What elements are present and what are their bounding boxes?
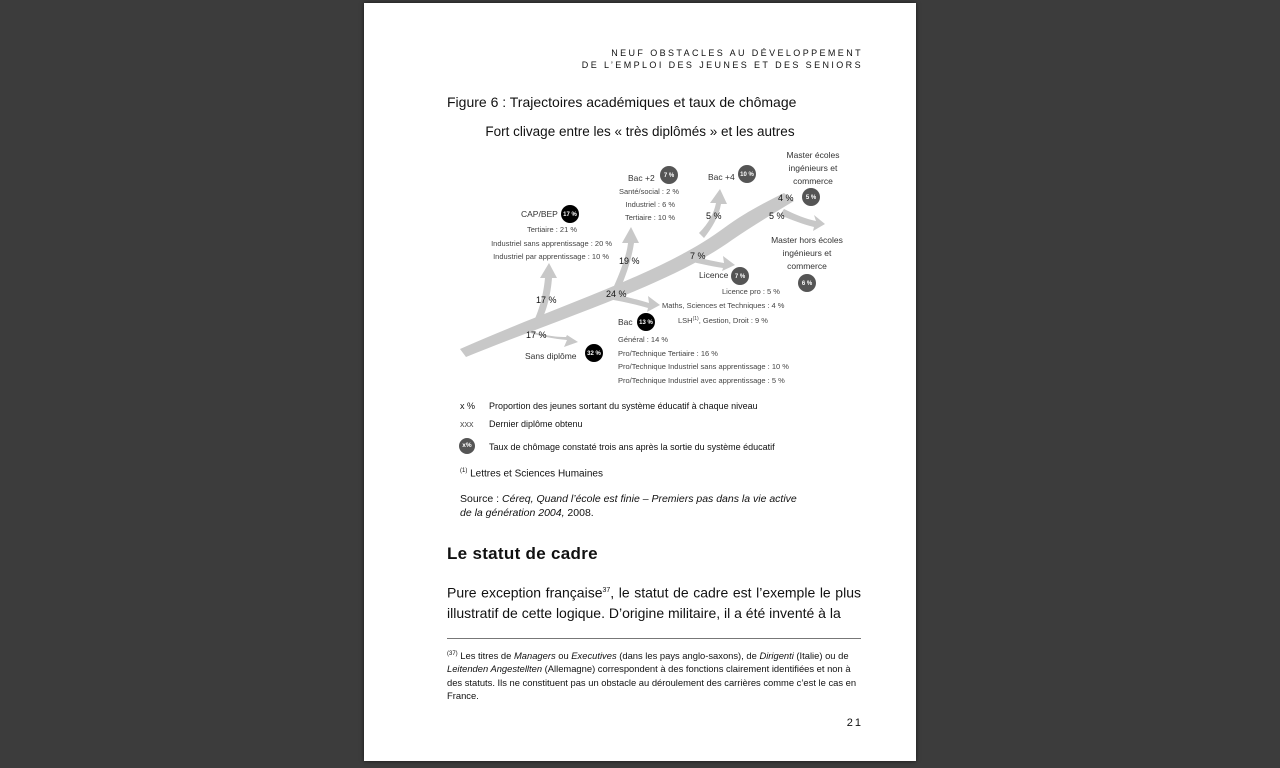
body-footnote-ref: 37 <box>602 587 611 594</box>
fn-italic-2: Executives <box>571 650 617 662</box>
legend-share-text: Proportion des jeunes sortant du système éducatif à chaque niveau <box>489 401 758 411</box>
rate-bubble-master-hors <box>798 274 816 292</box>
label-bac: Bac <box>618 317 633 327</box>
share-sans-diplome: 17 % <box>526 330 547 340</box>
fn-part-1: Les titres de <box>457 650 514 662</box>
licence-detail-3 <box>678 316 768 325</box>
rate-bac: 13 % <box>639 320 653 326</box>
label-bac2: Bac +2 <box>628 173 655 183</box>
figure-subtitle: Fort clivage entre les « très diplômés » et les autres <box>485 124 795 139</box>
label-cap-bep: CAP/BEP <box>521 209 558 219</box>
share-licence: 7 % <box>690 251 706 261</box>
licence-detail-3-rest: , Gestion, Droit : 9 % <box>698 316 768 325</box>
rate-licence: 7 % <box>734 274 746 280</box>
running-header-line-2: DE L’EMPLOI DES JEUNES ET DES SENIORS <box>581 60 863 70</box>
rate-master-hors: 6 % <box>801 281 813 287</box>
rate-bubble-cap-bep <box>561 205 579 223</box>
label-master-hors-line-2: ingénieurs et <box>782 248 832 258</box>
body-text-start: Pure exception française <box>447 584 603 601</box>
label-master-hors-line-1: Master hors écoles <box>771 235 843 245</box>
bac2-detail-3: Tertiaire : 10 % <box>624 213 675 222</box>
share-master-hors: 5 % <box>769 211 785 221</box>
section-heading: Le statut de cadre <box>447 544 598 563</box>
rate-bubble-master-ecoles <box>802 188 820 206</box>
fn-italic-4: Leitenden Angestellten <box>447 663 543 675</box>
cap-detail-1: Tertiaire : 21 % <box>526 225 577 234</box>
label-master-hors-line-3: commerce <box>787 261 827 271</box>
fn-part-3: (dans les pays anglo-saxons), de <box>616 650 760 662</box>
legend-diploma-symbol: xxx <box>460 419 474 429</box>
fn-part-2: ou <box>555 650 572 662</box>
fn-part-5: (Allemagne) correspondent à des fonctions clairement identifiées et non à des statuts. Ils ne constituent pas un obstacle au déroulement des carrières comme c’est le cas en France. <box>447 663 857 701</box>
source-title-cont: de la génération 2004, <box>460 507 565 519</box>
bac2-detail-1: Santé/social : 2 % <box>618 187 679 196</box>
licence-detail-1: Licence pro : 5 % <box>722 287 780 296</box>
details-licence <box>662 287 785 325</box>
licence-detail-3-sup: (1) <box>692 316 699 322</box>
cap-detail-3: Industriel par apprentissage : 10 % <box>493 252 609 261</box>
rate-bubble-bac4 <box>738 165 756 183</box>
cap-detail-2: Industriel sans apprentissage : 20 % <box>491 239 612 248</box>
footnote-marker: (37) <box>447 651 458 657</box>
share-bac2: 19 % <box>619 256 640 266</box>
figure-title: Figure 6 : Trajectoires académiques et taux de chômage <box>447 94 797 110</box>
licence-detail-3-lsh: LSH <box>678 316 693 325</box>
details-cap-bep <box>491 225 612 261</box>
rate-sans-diplome: 32 % <box>587 351 601 357</box>
rate-bac4: 10 % <box>740 172 754 178</box>
page-number: 21 <box>846 717 863 729</box>
trajectory-diagram <box>364 3 916 403</box>
rate-bubble-bac2 <box>660 166 678 184</box>
figure-source-line-1 <box>460 492 797 506</box>
legend-rate-text: Taux de chômage constaté trois ans après la sortie du système éducatif <box>489 442 775 452</box>
label-licence: Licence <box>699 270 729 280</box>
figure-note-marker: (1) <box>460 468 468 474</box>
bac-detail-1: Général : 14 % <box>618 335 669 344</box>
bac2-detail-2: Industriel : 6 % <box>625 200 675 209</box>
source-title: Céreq, Quand l’école est finie – Premiers pas dans la vie active <box>502 493 797 505</box>
label-master-ecoles-line-3: commerce <box>793 176 833 186</box>
label-bac4: Bac +4 <box>708 172 735 182</box>
fn-italic-1: Managers <box>513 650 556 662</box>
footnote <box>447 648 861 702</box>
label-master-hors <box>771 235 843 271</box>
label-master-ecoles-line-2: ingénieurs et <box>788 163 838 173</box>
label-sans-diplome: Sans diplôme <box>525 351 577 361</box>
body-text-rest: , le statut de cadre est l’exemple le plus illustratif de cette logique. D’origine militaire, il a été inventé à la <box>447 584 861 621</box>
label-master-ecoles-line-1: Master écoles <box>786 150 840 160</box>
arrow-master-hors <box>780 209 825 231</box>
bac-detail-2: Pro/Technique Tertiaire : 16 % <box>618 349 718 358</box>
share-bac: 24 % <box>606 289 627 299</box>
details-bac2 <box>619 187 679 222</box>
legend-rate-symbol <box>459 437 475 455</box>
details-bac <box>618 335 789 385</box>
figure-note <box>460 468 603 479</box>
figure-source-line-2 <box>460 506 797 520</box>
share-master-ecoles: 4 % <box>778 193 794 203</box>
footnote-divider <box>447 638 861 639</box>
figure-note-text: Lettres et Sciences Humaines <box>470 468 603 480</box>
figure-source <box>460 492 797 520</box>
bac-detail-3: Pro/Technique Industriel sans apprentissage : 10 % <box>618 362 789 371</box>
source-prefix: Source : <box>460 493 503 505</box>
rate-bubble-bac <box>637 313 655 331</box>
label-master-ecoles <box>787 150 840 186</box>
rate-cap-bep: 17 % <box>563 212 577 218</box>
running-header-line-1: NEUF OBSTACLES AU DÉVELOPPEMENT <box>611 48 863 58</box>
source-year: 2008. <box>564 507 594 519</box>
share-bac4: 5 % <box>706 211 722 221</box>
fn-italic-3: Dirigenti <box>759 650 794 662</box>
fn-part-4: (Italie) ou de <box>793 650 849 662</box>
rate-bubble-sans-diplome <box>585 344 603 362</box>
legend-share-symbol: x % <box>460 401 476 411</box>
licence-detail-2: Maths, Sciences et Techniques : 4 % <box>662 301 785 310</box>
legend-diploma-text: Dernier diplôme obtenu <box>489 419 583 429</box>
rate-bubble-licence <box>731 267 749 285</box>
share-cap-bep: 17 % <box>536 295 557 305</box>
document-page <box>364 3 916 761</box>
rate-bac2: 7 % <box>663 173 675 179</box>
legend-rate-bubble: x% <box>459 438 475 454</box>
rate-master-ecoles: 5 % <box>805 195 817 201</box>
section-body <box>447 581 861 623</box>
bac-detail-4: Pro/Technique Industriel avec apprentissage : 5 % <box>618 376 785 385</box>
